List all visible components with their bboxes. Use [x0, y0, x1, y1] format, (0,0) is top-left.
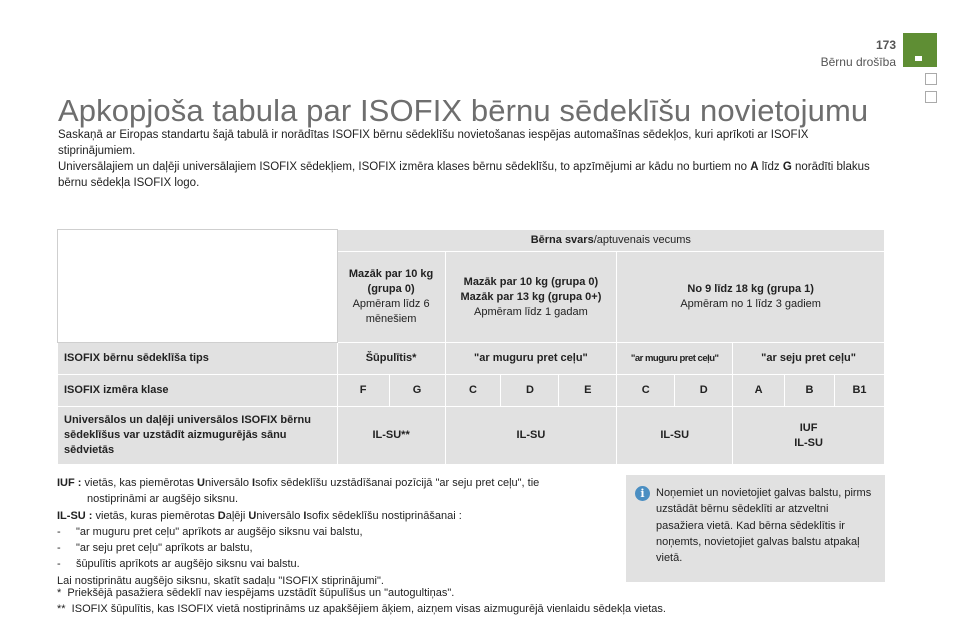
- row-head-seat-type: ISOFIX bērnu sēdeklīša tips: [58, 343, 338, 375]
- size-class-cell: D: [501, 375, 559, 407]
- size-class-cell: C: [445, 375, 501, 407]
- footnote: ** ISOFIX šūpulītis, kas ISOFIX vietā nostiprināms uz apakšējiem āķiem, aizņem visas aizmugurējā vienlaidu sēdekļa vietas.: [57, 603, 666, 615]
- seat-type-cell: "ar muguru pret ceļu": [617, 343, 733, 375]
- universal-cell: IL-SU: [445, 407, 617, 465]
- size-class-cell: B1: [835, 375, 885, 407]
- legend-iuf-cont: nostiprināmi ar augšējo siksnu.: [87, 493, 239, 506]
- seat-type-cell: "ar muguru pret ceļu": [445, 343, 617, 375]
- size-class-cell: D: [675, 375, 733, 407]
- row-head-universal: Universālos un daļēji universālos ISOFIX bērnu sēdeklīšus var uzstādīt aizmugurējās sānu sēdvietās: [58, 407, 338, 465]
- page-number: 173: [875, 38, 896, 52]
- intro-paragraph-1: Saskaņā ar Eiropas standartu šajā tabulā ir norādītas ISOFIX bērnu sēdeklīšu novietošanas iespējas automašīnas sēdekļos, kuri aprīkoti ar ISOFIX stiprinājumiem.: [58, 129, 809, 157]
- universal-cell: IUF IL-SU: [733, 407, 885, 465]
- footnote: * Priekšējā pasažiera sēdeklī nav iespējams uzstādīt šūpulīšus un "autogultiņas".: [57, 587, 455, 599]
- footnotes: [57, 585, 897, 617]
- legend-ilsu: IL-SU : vietās, kuras piemērotas Daļēji Universālo Isofix sēdeklīšu nostiprināšanai :: [57, 509, 462, 522]
- isofix-table: [57, 229, 885, 465]
- info-text: Noņemiet un novietojiet galvas balstu, pirms uzstādāt bērnu sēdeklīti ar atzveltni pasažiera vietā. Kad bērna sēdeklītis ir noņemts, novietojiet galvas balstu atpakaļ vietā.: [656, 487, 872, 565]
- legend-item: - šūpulītis aprīkots ar augšējo siksnu vai balstu.: [57, 558, 300, 571]
- universal-cell: IL-SU: [617, 407, 733, 465]
- page-box-1: [925, 73, 937, 85]
- size-class-cell: F: [337, 375, 389, 407]
- group-1-cell: No 9 līdz 18 kg (grupa 1) Apmēram no 1 līdz 3 gadiem: [617, 252, 885, 343]
- page-title: Apkopjoša tabula par ISOFIX bērnu sēdeklīšu novietojumu: [58, 93, 869, 128]
- intro-text: [58, 127, 888, 191]
- page-box-2: [925, 91, 937, 103]
- size-class-cell: G: [389, 375, 445, 407]
- size-class-cell: B: [785, 375, 835, 407]
- universal-cell: IL-SU**: [337, 407, 445, 465]
- row-head-size-class: ISOFIX izmēra klase: [58, 375, 338, 407]
- legend-item: - "ar seju pret ceļu" aprīkots ar balstu,: [57, 542, 253, 555]
- table-corner: [58, 230, 338, 343]
- section-marker-icon: [903, 33, 937, 67]
- size-class-cell: C: [617, 375, 675, 407]
- size-class-cell: A: [733, 375, 785, 407]
- legend-item: - "ar muguru pret ceļu" aprīkots ar augšējo siksnu vai balstu,: [57, 525, 363, 538]
- info-icon: i: [635, 486, 650, 501]
- size-class-cell: E: [559, 375, 617, 407]
- group-0-cell: Mazāk par 10 kg (grupa 0) Apmēram līdz 6 mēnešiem: [337, 252, 445, 343]
- seat-type-cell: Šūpulītis*: [337, 343, 445, 375]
- legend-iuf: IUF : vietās, kas piemērotas Universālo Isofix sēdeklīšu uzstādīšanai pozīcijā "ar seju pret ceļu", tie: [57, 477, 540, 489]
- group-0plus-cell: Mazāk par 10 kg (grupa 0) Mazāk par 13 kg (grupa 0+) Apmēram līdz 1 gadam: [445, 252, 617, 343]
- legend: [57, 475, 622, 589]
- info-box: [626, 475, 885, 582]
- section-title: Bērnu drošība: [820, 55, 896, 69]
- seat-type-cell: "ar seju pret ceļu": [733, 343, 885, 375]
- weight-header: Bērna svars/aptuvenais vecums: [337, 230, 884, 252]
- legend-closing: Lai nostiprinātu augšējo siksnu, skatīt sadaļu "ISOFIX stiprinājumi".: [57, 574, 384, 587]
- intro-paragraph-2: Universālajiem un daļēji universālajiem ISOFIX sēdekļiem, ISOFIX izmēra klases bērnu sēdeklīšu, to apzīmējumi ar kādu no burtiem no A līdz G norādīti blakus bērnu sēdekļa ISOFIX logo.: [58, 161, 870, 189]
